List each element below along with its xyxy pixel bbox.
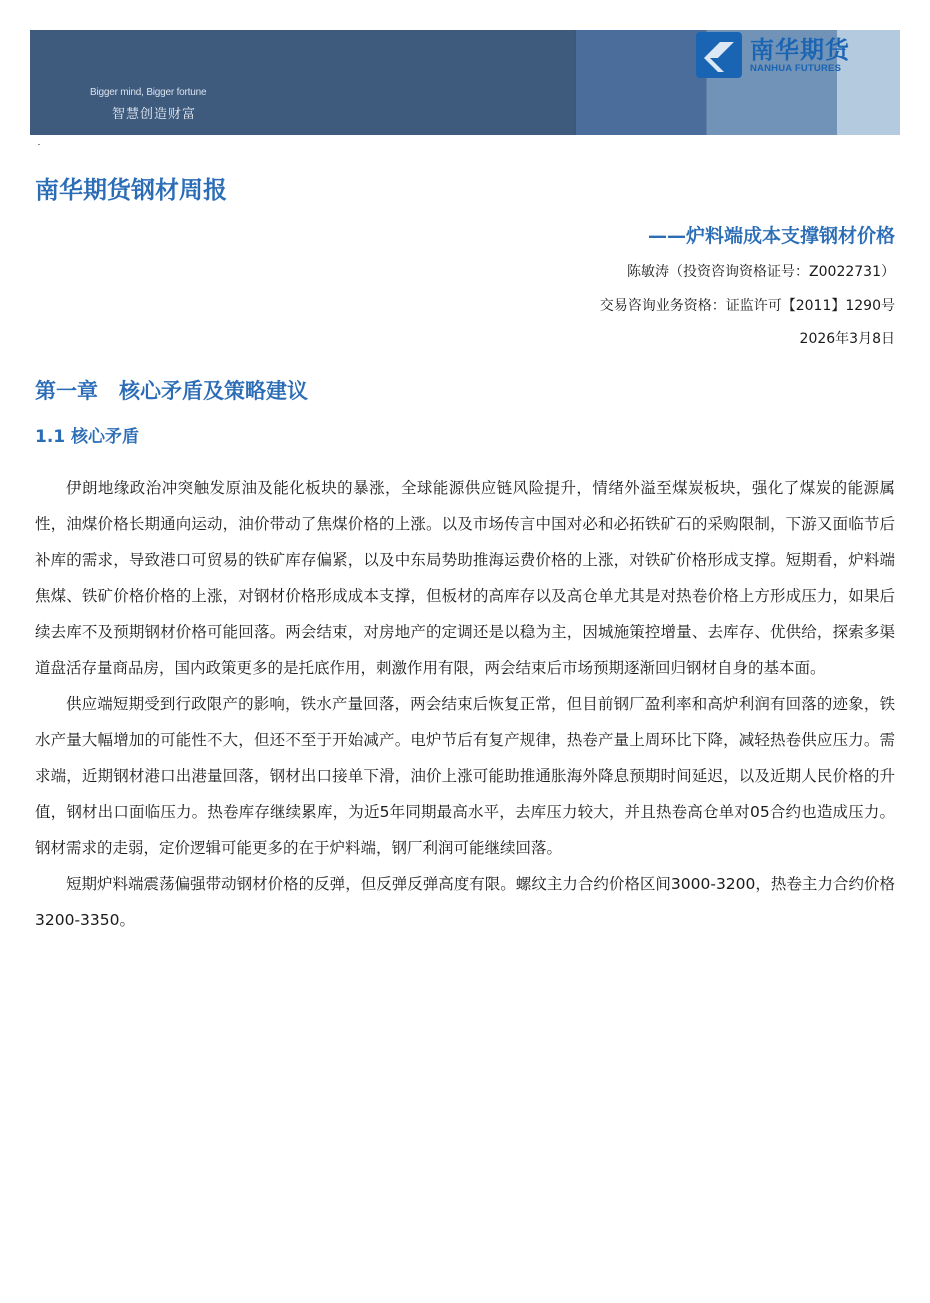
report-subtitle: ——炉料端成本支撑钢材价格 [647,225,895,247]
paragraph-strategy: 短期炉料端震荡偏强带动钢材价格的反弹，但反弹反弹高度有限。螺纹主力合约价格区间3000-3200，热卷主力合约价格3200-3350。 [35,875,895,929]
slogan-chinese: 智慧创造财富 [112,107,197,122]
paragraph-supply-demand: 供应端短期受到行政限产的影响，铁水产量回落，两会结束后恢复正常，但目前钢厂盈利率和高炉利润有回落的迹象，铁水产量大幅增加的可能性不大，但还不至于开始减产。电炉节后有复产规律，热卷产量上周环比下降，减轻热卷供应压力。需求端，近期钢材港口出港量回落，钢材出口接单下滑，油价上涨可能助推通胀海外降息预期时间延迟，以及近期人民价格的升值，钢材出口面临压力。热卷库存继续累库，为近5年同期最高水平，去库压力较大，并且热卷高仓单对05合约也造成压力。钢材需求的走弱，定价逻辑可能更多的在于炉料端，钢厂利润可能继续回落。 [35,695,895,857]
license-line: 交易咨询业务资格：证监许可【2011】1290号 [599,298,895,314]
author-line: 陈敏涛（投资咨询资格证号：Z0022731） [627,264,895,280]
logo-english-name: NANHUA FUTURES [750,62,842,74]
company-logo [696,32,850,78]
report-title: 南华期货钢材周报 [35,176,227,204]
section-heading: 1.1 核心矛盾 [35,427,140,447]
report-date: 2026年3月8日 [799,331,895,347]
stray-dot [38,144,40,145]
body-text [35,470,895,938]
paragraph-core-contradiction: 伊朗地缘政治冲突触发原油及能化板块的暴涨，全球能源供应链风险提升，情绪外溢至煤炭板块，强化了煤炭的能源属性，油煤价格长期通向运动，油价带动了焦煤价格的上涨。以及市场传言中国对必和必拓铁矿石的采购限制，下游又面临节后补库的需求，导致港口可贸易的铁矿库存偏紧，以及中东局势助推海运费价格的上涨，对铁矿价格形成支撑。短期看，炉料端焦煤、铁矿价格价格的上涨，对钢材价格形成成本支撑，但板材的高库存以及高仓单尤其是对热卷价格上方形成压力，如果后续去库不及预期钢材价格可能回落。两会结束，对房地产的定调还是以稳为主，因城施策控增量、去库存、优供给，探索多渠道盘活存量商品房，国内政策更多的是托底作用，刺激作用有限，两会结束后市场预期逐渐回归钢材自身的基本面。 [35,479,895,677]
logo-chinese-name: 南华期货 [750,35,850,64]
banner-blue-segment [574,30,706,135]
banner-navy-segment [30,30,574,135]
chapter-heading: 第一章 核心矛盾及策略建议 [35,379,308,403]
slogan-english: Bigger mind, Bigger fortune [90,87,207,98]
logo-mark-icon [696,32,742,78]
